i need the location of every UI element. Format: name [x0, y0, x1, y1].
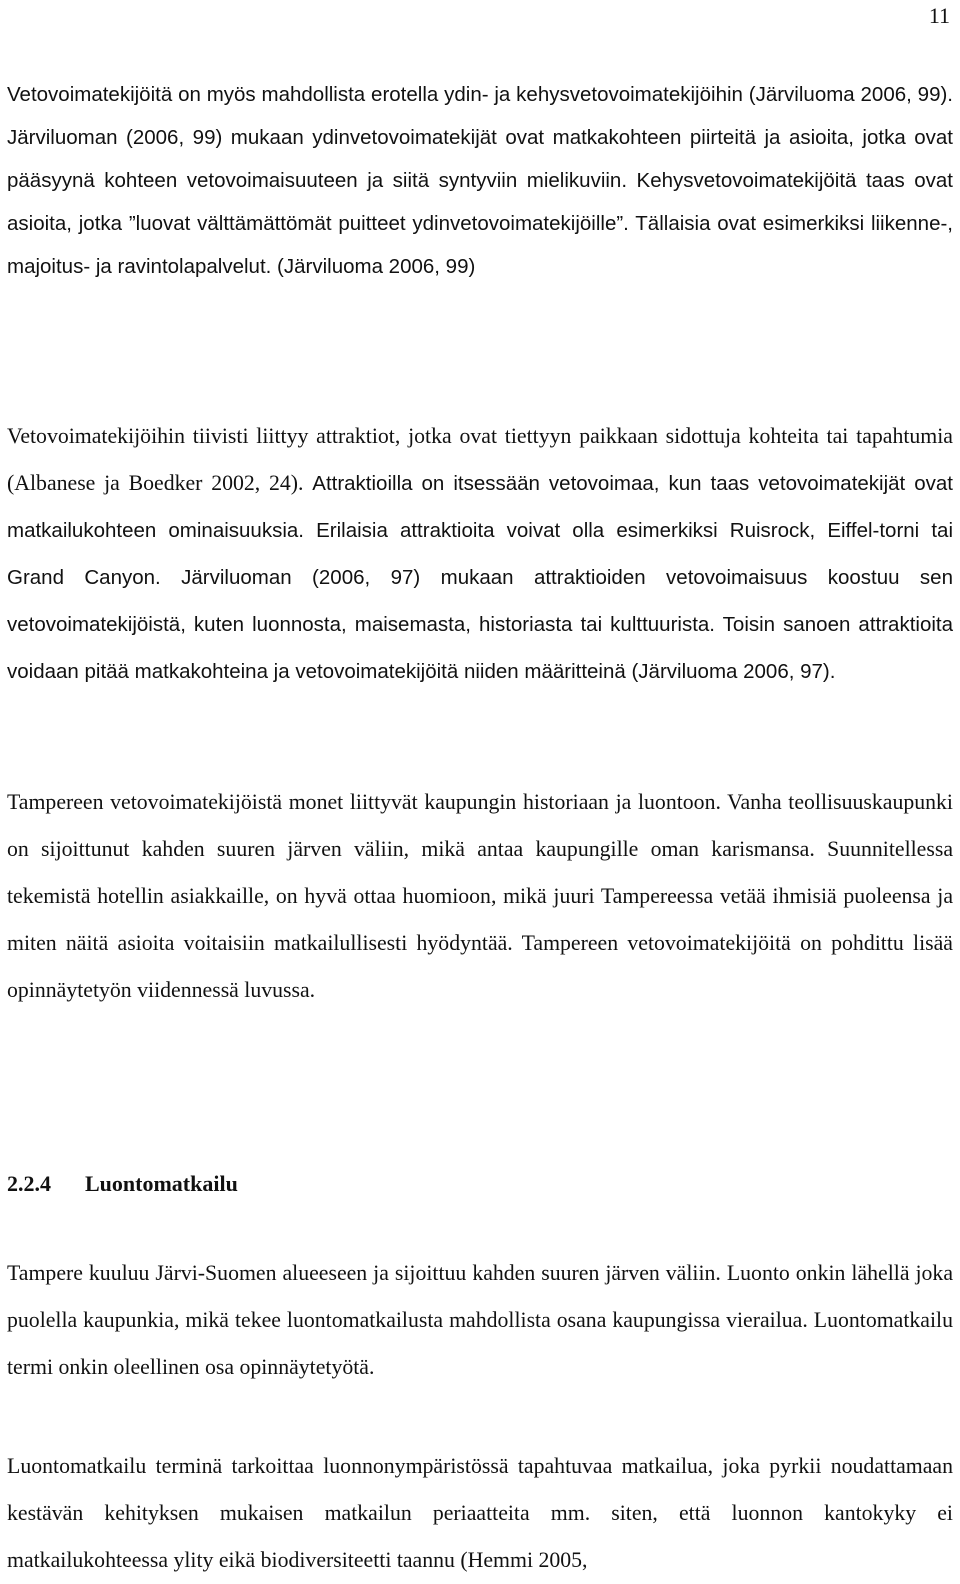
- paragraph-attractions-part-2: Attraktioilla on itsessään vetovoimaa, kun taas vetovoimatekijät ovat matkailukohteen ominaisuuksia. Erilaisia attraktioita voivat olla esimerkiksi Ruisrock, Eiffel-torni tai Grand Canyon. Järviluoman (2006, 97) mukaan attraktioiden vetovoimaisuus koostuu sen vetovoimatekijöistä, kuten luonnosta, maisemasta, historiasta tai kulttuurista. Toisin sanoen attraktioita voidaan pitää matkakohteina ja vetovoimatekijöitä niiden määritteinä (Järviluoma 2006, 97).: [7, 472, 954, 683]
- section-title: Luontomatkailu: [85, 1171, 238, 1196]
- section-heading: [7, 1169, 238, 1199]
- paragraph-attractions: [7, 413, 953, 695]
- paragraph-core-and-frame-attractions: Vetovoimatekijöitä on myös mahdollista erotella ydin- ja kehysvetovoimatekijöihin (Järviluoma 2006, 99). Järviluoman (2006, 99) mukaan ydinvetovoimatekijät ovat matkakohteen piirteitä ja asioita, jotka ovat pääsyynä kohteen vetovoimaisuuteen ja siitä syntyviin mielikuviin. Kehysvetovoimatekijöitä taas ovat asioita, jotka ”luovat välttämättömät puitteet ydinvetovoimatekijöille”. Tällaisia ovat esimerkiksi liikenne-, majoitus- ja ravintolapalvelut. (Järviluoma 2006, 99): [7, 83, 953, 278]
- paragraph-attractions-part-1: Vetovoimatekijöihin tiivisti liittyy attraktiot, jotka ovat tiettyyn paikkaan sidottuja kohteita tai tapahtumia (Albanese ja Boedker 2002, 24).: [7, 424, 953, 495]
- paragraph-tampere-nature: Tampere kuuluu Järvi-Suomen alueeseen ja sijoittuu kahden suuren järven väliin. Luonto onkin lähellä joka puolella kaupunkia, mikä tekee luontomatkailusta mahdollista osana kaupungissa vierailua. Luontomatkailu termi onkin oleellinen osa opinnäytetyötä.: [7, 1261, 953, 1379]
- page-number: 11: [928, 3, 950, 28]
- section-number: 2.2.4: [7, 1171, 51, 1196]
- paragraph-nature-tourism-definition: Luontomatkailu terminä tarkoittaa luonnonympäristössä tapahtuvaa matkailua, joka pyrkii noudattamaan kestävän kehityksen mukaisen matkailun periaatteita mm. siten, että luonnon kantokyky ei matkailukohteessa ylity eikä biodiversiteetti taannu (Hemmi 2005,: [7, 1454, 953, 1572]
- paragraph-tampere-attractions: Tampereen vetovoimatekijöistä monet liittyvät kaupungin historiaan ja luontoon. Vanha teollisuuskaupunki on sijoittunut kahden suuren järven väliin, mikä antaa kaupungille oman karismansa. Suunnitellessa tekemistä hotellin asiakkaille, on hyvä ottaa huomioon, mikä juuri Tampereessa vetää ihmisiä puoleensa ja miten näitä asioita voitaisiin matkailullisesti hyödyntää. Tampereen vetovoimatekijöitä on pohdittu lisää opinnäytetyön viidennessä luvussa.: [7, 790, 953, 1002]
